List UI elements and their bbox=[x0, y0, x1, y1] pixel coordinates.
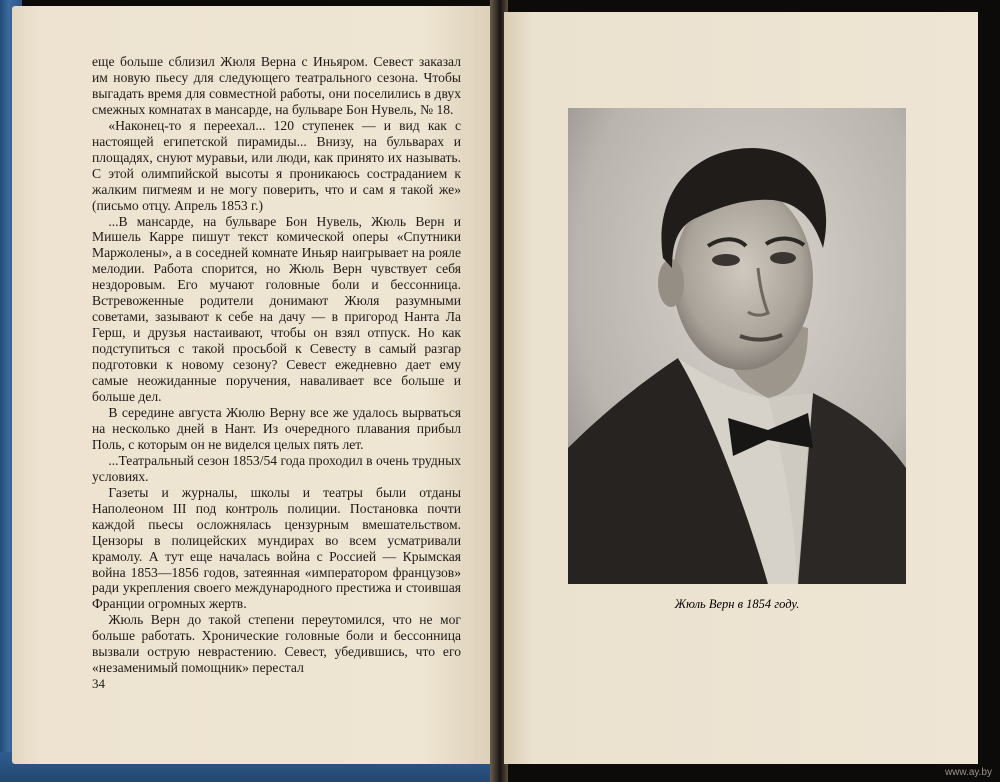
paragraph: В середине августа Жюлю Верну все же удалось вырваться на несколько дней в Нант. Из очередного плавания прибыл Поль, с которым он не виделся целых пять лет. bbox=[92, 404, 461, 452]
paragraph: Жюль Верн до такой степени переутомился, что не мог больше работать. Хронические головные боли и бессонница вызвали острую неврастению. Севест, убедившись, что его «незаменимый помощник» перестал bbox=[92, 612, 461, 676]
photo-caption: Жюль Верн в 1854 году. bbox=[674, 597, 800, 611]
paragraph: ...Театральный сезон 1853/54 года проходил в очень трудных условиях. bbox=[92, 452, 461, 484]
paragraph: Газеты и журналы, школы и театры были отданы Наполеоном III под контроль полиции. Постановка почти каждой пьесы осложнялась цензурным вмешательством. Цензоры в полицейских мундирах во всем усматривали крамолу. А тут еще началась война с Россией — Крымская война 1853—1856 годов, затеянная «императором французов» ради укрепления своего международного престижа и стоившая Франции огромных жертв. bbox=[92, 484, 461, 612]
page-number: 34 bbox=[92, 676, 105, 691]
watermark: www.ay.by bbox=[944, 767, 992, 778]
paragraph: еще больше сблизил Жюля Верна с Иньяром. Севест заказал им новую пьесу для следующего театрального сезона. Чтобы выгадать время для совместной работы, они поселились в двух смежных комнатах в мансарде, на бульваре Бон Нувель, № 18. bbox=[92, 54, 461, 117]
paragraph: ...В мансарде, на бульваре Бон Нувель, Жюль Верн и Мишель Карре пишут текст комической оперы «Спутники Маржолены», а в соседней комнате Иньяр наигрывает на рояле мелодии. Работа спорится, но Жюль Верн чувствует себя нездоровым. Его мучают головные боли и бессонница. Встревоженные родители донимают Жюля разумными советами, зазывают к себе на дачу — в пригород Нанта Ла Герш, и друзья настаивают, чтобы он взял отпуск. Но как подступиться с такой просьбой к Севесту в самый разгар подготовки к новому сезону? Севест ежедневно дает ему самые неожиданные поручения, наваливает все больше и больше дел. bbox=[92, 213, 461, 405]
body-text bbox=[92, 54, 461, 676]
paragraph: «Наконец-то я переехал... 120 ступенек — и вид как с настоящей египетской пирамиды... Внизу, на бульварах и площадях, снуют муравьи, или люди, как принято их называть. С этой олимпийской высоты я проникаюсь состраданием к жалким пигмеям и не могу поверить, что и сам я такой же» (письмо отцу. Апрель 1853 г.) bbox=[92, 117, 461, 213]
portrait-photo bbox=[568, 108, 906, 584]
left-page bbox=[12, 6, 494, 764]
